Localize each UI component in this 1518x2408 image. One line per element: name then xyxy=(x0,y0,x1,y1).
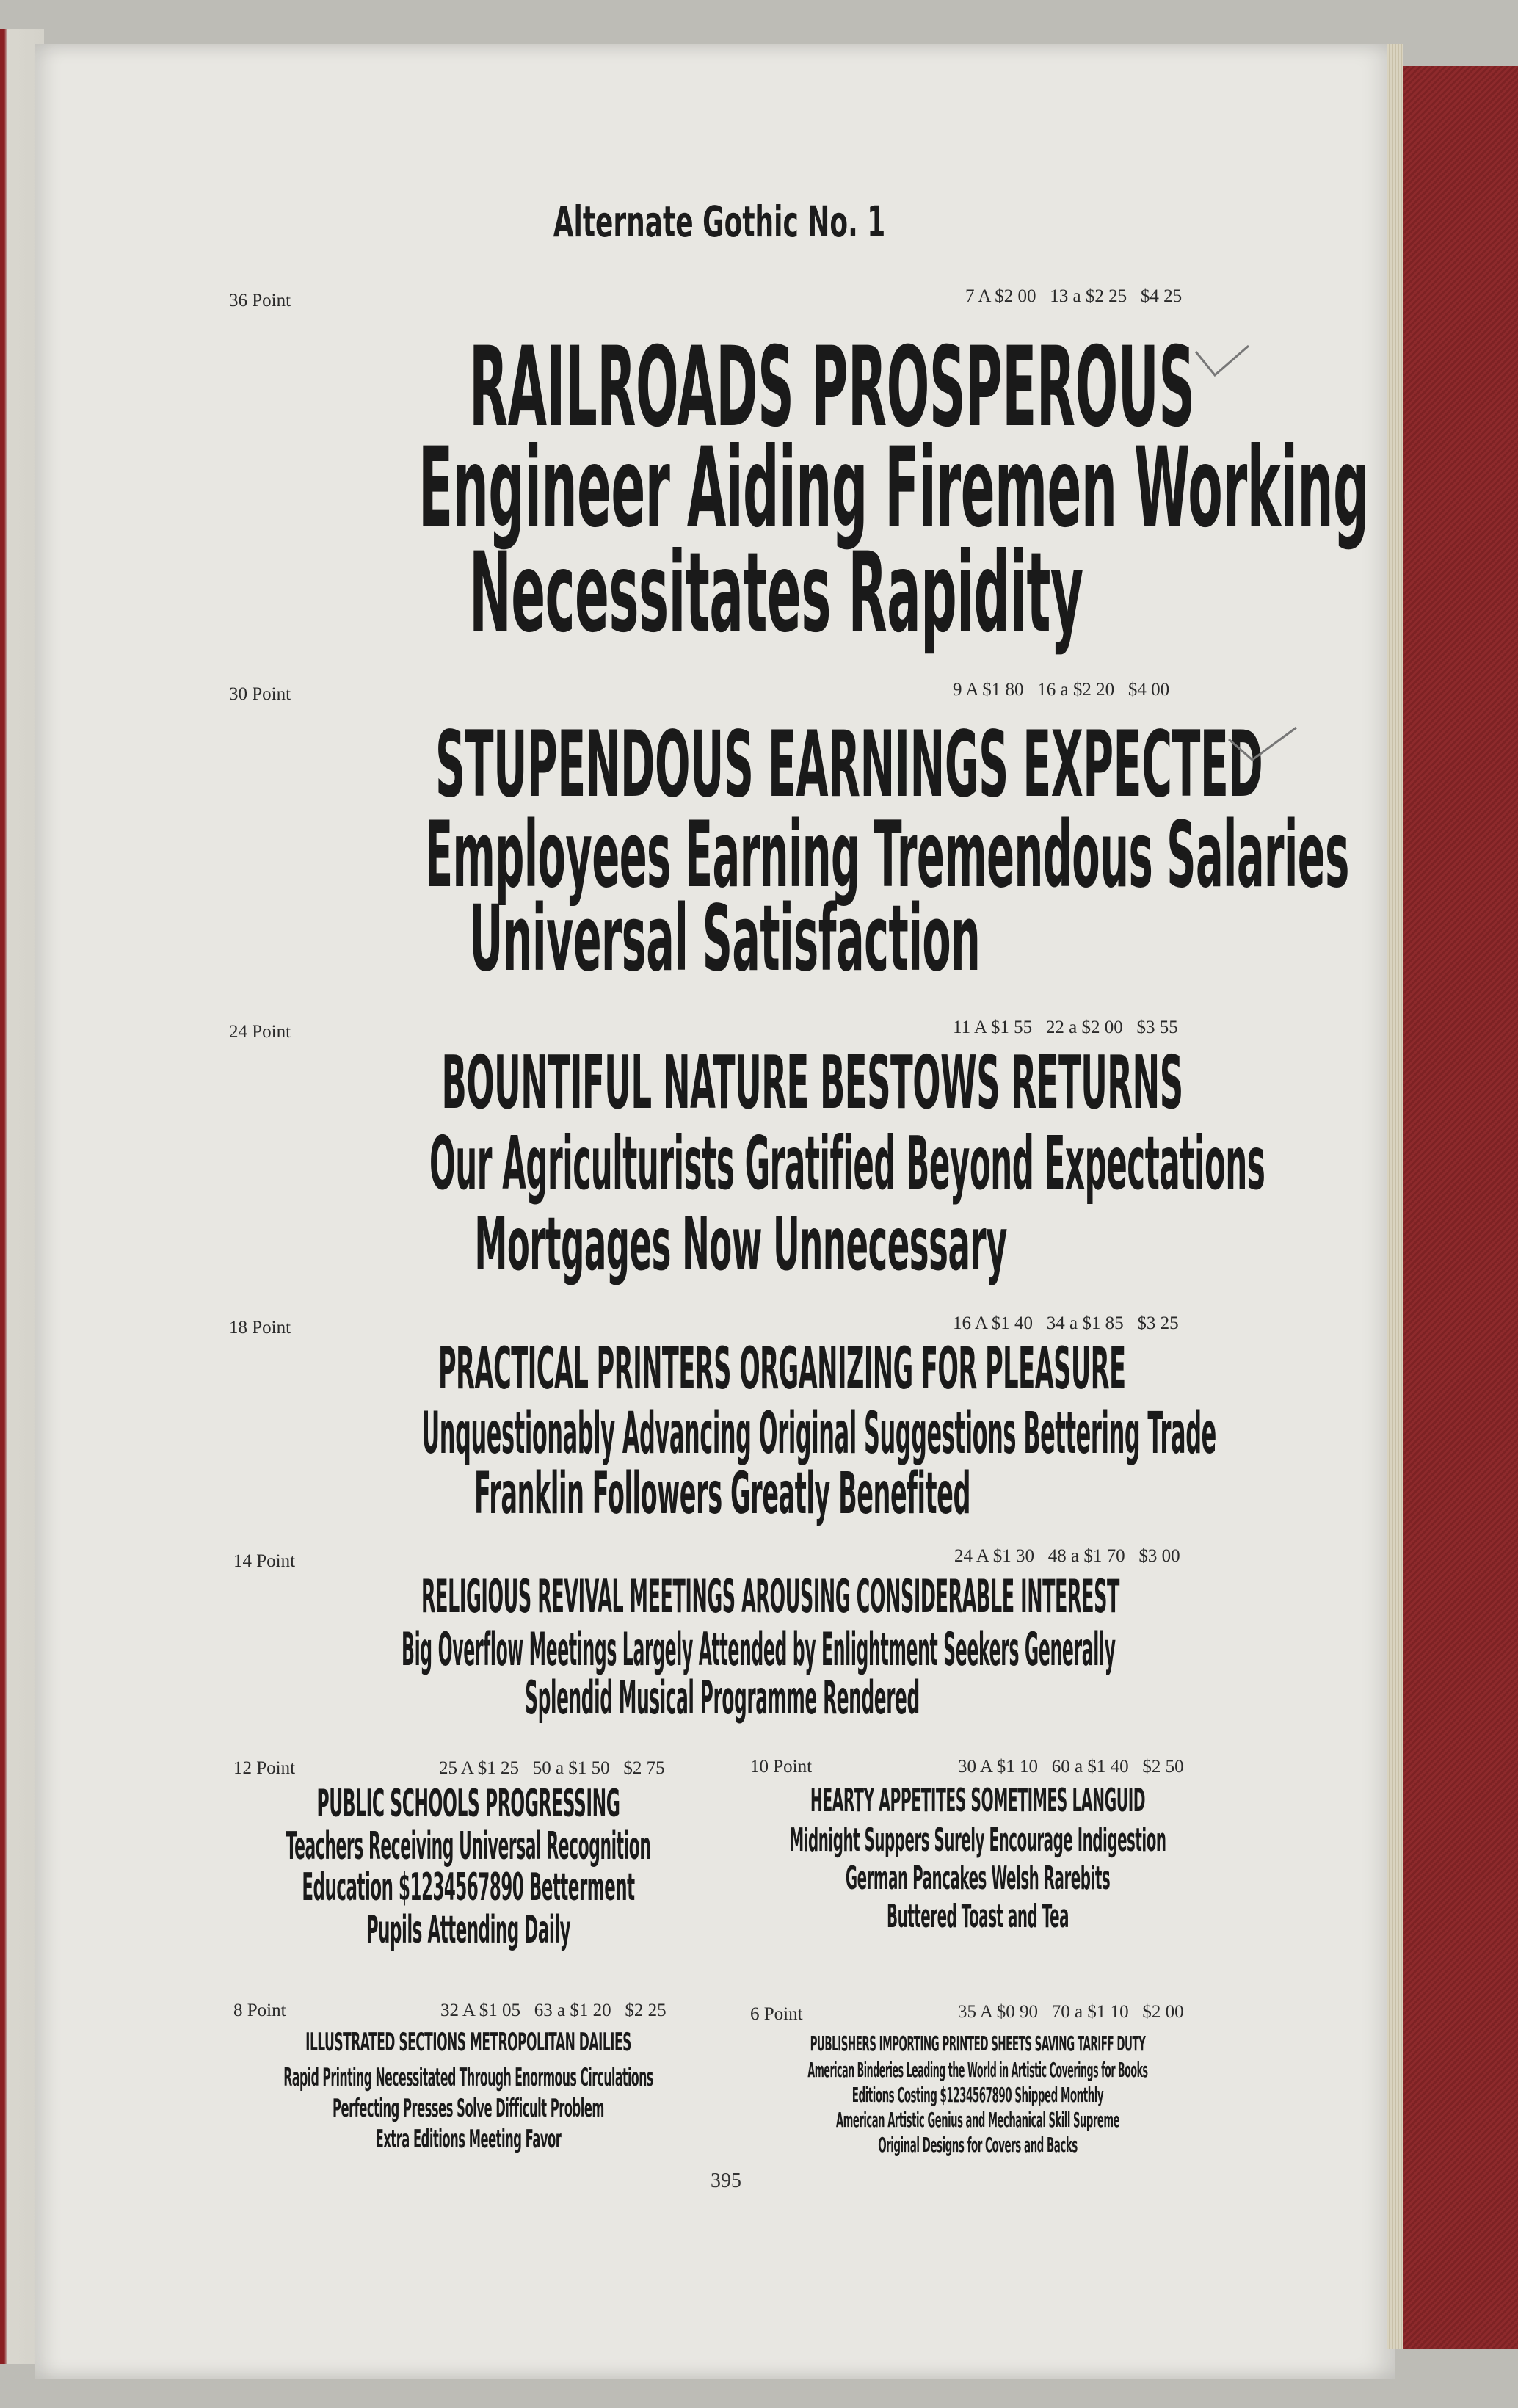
specimen-line: Splendid Musical Programme Rendered xyxy=(525,1671,920,1725)
specimen-line: RAILROADS PROSPEROUS xyxy=(469,324,1195,452)
size-label-36: 36 Point xyxy=(229,291,291,311)
specimen-line: American Binderies Leading the World in Artistic Coverings for Books xyxy=(807,2058,1148,2082)
specimen-line: American Artistic Genius and Mechanical Skill Supreme xyxy=(835,2108,1120,2132)
checkmark-icon xyxy=(1226,723,1299,767)
specimen-line: Employees Earning Tremendous Salaries xyxy=(425,802,1349,908)
page-stack-edge xyxy=(1387,44,1403,2349)
specimen-line: Franklin Followers Greatly Benefited xyxy=(473,1461,971,1527)
size-label-12: 12 Point xyxy=(233,1758,296,1778)
price-label-10: 30 A $1 10 60 a $1 40 $2 50 xyxy=(958,1757,1184,1777)
page-number: 395 xyxy=(711,2169,741,2192)
specimen-line: HEARTY APPETITES SOMETIMES LANGUID xyxy=(810,1782,1146,1819)
specimen-line: Perfecting Presses Solve Difficult Problem xyxy=(333,2094,604,2123)
specimen-line: Universal Satisfaction xyxy=(469,886,981,992)
price-label-14: 24 A $1 30 48 a $1 70 $3 00 xyxy=(954,1546,1180,1566)
specimen-line: BOUNTIFUL NATURE BESTOWS RETURNS xyxy=(441,1040,1183,1125)
book-cover-spine xyxy=(1403,66,1518,2349)
size-label-30: 30 Point xyxy=(229,684,291,704)
specimen-line: PUBLISHERS IMPORTING PRINTED SHEETS SAVING TARIFF DUTY xyxy=(810,2031,1146,2056)
specimen-line: RELIGIOUS REVIVAL MEETINGS AROUSING CONSIDERABLE INTEREST xyxy=(421,1570,1119,1623)
checkmark-icon xyxy=(1193,341,1252,382)
specimen-line: PRACTICAL PRINTERS ORGANIZING FOR PLEASURE xyxy=(438,1336,1126,1402)
size-label-24: 24 Point xyxy=(229,1022,291,1042)
price-label-6: 35 A $0 90 70 a $1 10 $2 00 xyxy=(958,2002,1184,2022)
specimen-line: Midnight Suppers Surely Encourage Indigestion xyxy=(789,1821,1166,1859)
specimen-line: PUBLIC SCHOOLS PROGRESSING xyxy=(316,1782,620,1826)
specimen-line: Editions Costing $1234567890 Shipped Monthly xyxy=(851,2083,1104,2107)
specimen-line: Unquestionably Advancing Original Suggestions Bettering Trade xyxy=(421,1401,1216,1467)
specimen-line: Rapid Printing Necessitated Through Enormous Circulations xyxy=(283,2063,653,2092)
price-label-12: 25 A $1 25 50 a $1 50 $2 75 xyxy=(439,1758,665,1778)
size-label-14: 14 Point xyxy=(233,1551,296,1571)
specimen-line: Our Agriculturists Gratified Beyond Expectations xyxy=(429,1120,1265,1206)
specimen-line: Original Designs for Covers and Backs xyxy=(878,2133,1078,2157)
price-label-30: 9 A $1 80 16 a $2 20 $4 00 xyxy=(953,680,1170,700)
specimen-line: Buttered Toast and Tea xyxy=(886,1898,1070,1935)
price-label-18: 16 A $1 40 34 a $1 85 $3 25 xyxy=(953,1313,1179,1333)
page-title: Alternate Gothic No. 1 xyxy=(553,197,886,247)
price-label-8: 32 A $1 05 63 a $1 20 $2 25 xyxy=(440,2001,667,2020)
size-label-6: 6 Point xyxy=(750,2004,803,2024)
size-label-8: 8 Point xyxy=(233,2001,286,2020)
specimen-line: STUPENDOUS EARNINGS EXPECTED xyxy=(435,712,1263,818)
specimen-line: Mortgages Now Unnecessary xyxy=(474,1201,1008,1287)
price-label-36: 7 A $2 00 13 a $2 25 $4 25 xyxy=(965,286,1183,306)
specimen-line: Education $1234567890 Betterment xyxy=(302,1865,635,1910)
specimen-line: Engineer Aiding Firemen Working xyxy=(418,424,1370,552)
size-label-10: 10 Point xyxy=(750,1757,813,1777)
specimen-line: Necessitates Rapidity xyxy=(469,529,1083,657)
price-label-24: 11 A $1 55 22 a $2 00 $3 55 xyxy=(953,1018,1178,1037)
specimen-line: Big Overflow Meetings Largely Attended by Enlightment Seekers Generally xyxy=(402,1622,1116,1676)
specimen-line: ILLUSTRATED SECTIONS METROPOLITAN DAILIES xyxy=(305,2028,631,2057)
specimen-line: Teachers Receiving Universal Recognition xyxy=(286,1824,651,1868)
specimen-line: German Pancakes Welsh Rarebits xyxy=(845,1860,1111,1897)
size-label-18: 18 Point xyxy=(229,1318,291,1338)
specimen-line: Pupils Attending Daily xyxy=(366,1908,571,1952)
specimen-line: Extra Editions Meeting Favor xyxy=(375,2125,562,2154)
